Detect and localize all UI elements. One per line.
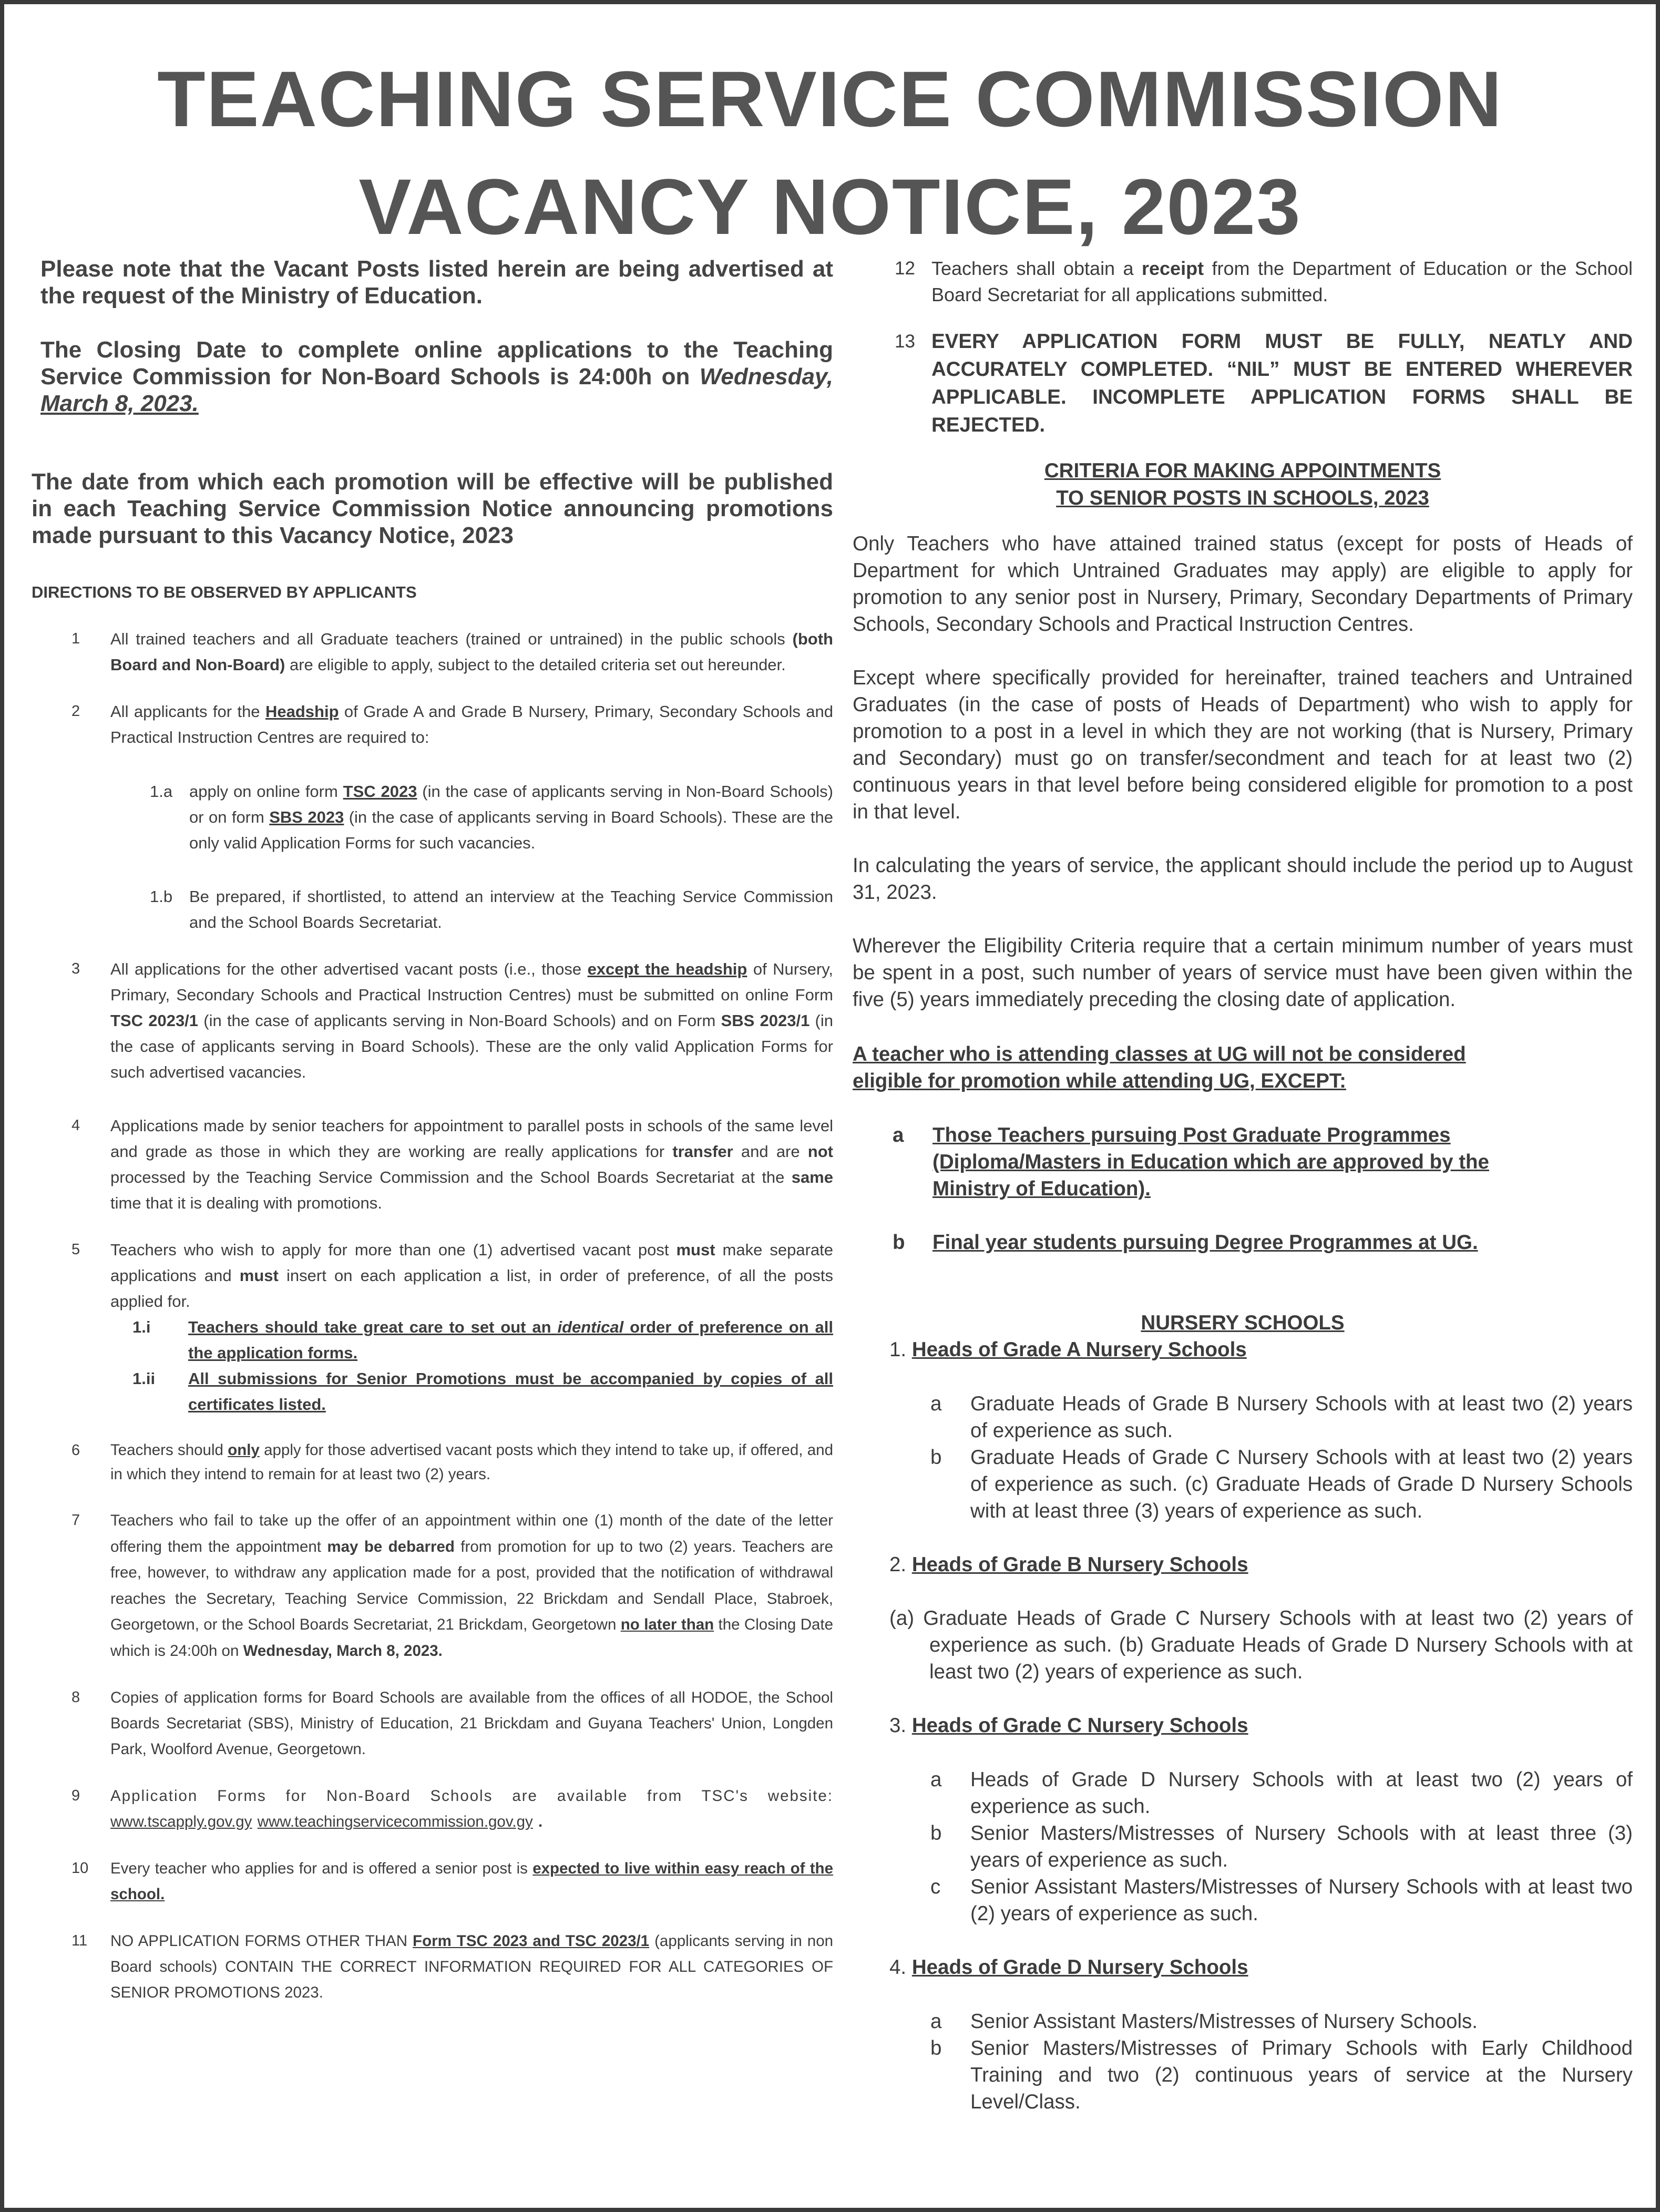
direction-item-1ii: 1.ii All submissions for Senior Promotions must be accompanied by copies of all certificates listed.	[132, 1369, 833, 1414]
direction-item-3: 3 All applications for the other advertised vacant posts (i.e., those except the headship of Nursery, Primary, Secondary Schools and Practical Instruction Centres) must be submitted on online Form TSC 2023/1 (in the case of applicants serving in Non-Board Schools) and on Form SBS 2023/1 (in the case of applicants serving in Board Schools). These are the only valid Application Forms for such advertised vacancies.	[71, 960, 833, 1081]
direction-item-8: 8 Copies of application forms for Board Schools are available from the offices of all HODOE, the School Boards Secretariat (SBS), Ministry of Education, 21 Brickdam and Guyana Teachers' Union, Longden Park, Woolford Avenue, Georgetown.	[71, 1689, 833, 1758]
nursery-section-4-title: 4. Heads of Grade D Nursery Schools	[889, 1956, 1248, 1979]
intro-advertised: Please note that the Vacant Posts listed herein are being advertised at the request of the Ministry of Education.	[40, 256, 833, 309]
direction-item-1b: 1.b Be prepared, if shortlisted, to attend an interview at the Teaching Service Commission and the School Boards Secretariat.	[150, 887, 833, 931]
directions-heading: DIRECTIONS TO BE OBSERVED BY APPLICANTS	[32, 583, 417, 601]
direction-item-1i: 1.i Teachers should take great care to set out an identical order of preference on all the application forms.	[132, 1318, 833, 1362]
ug-exception-b: b Final year students pursuing Degree Programmes at UG.	[893, 1231, 1478, 1254]
closing-date: March 8, 2023.	[40, 391, 199, 416]
direction-item-1a: 1.a apply on online form TSC 2023 (in the case of applicants serving in Non-Board Schools) or on form SBS 2023 (in the case of applicants serving in Board Schools). These are the only valid Application Forms for such vacancies.	[150, 782, 833, 852]
nursery-section-3-title: 3. Heads of Grade C Nursery Schools	[889, 1714, 1248, 1737]
criteria-paragraph-1: Only Teachers who have attained trained status (except for posts of Heads of Department for which Untrained Graduates may apply) are eligible to apply for promotion to any senior post in Nursery, Primary, Secondary Departments of Primary Schools, Secondary Schools and Practical Instruction Centres.	[853, 532, 1633, 636]
nursery-3b: b Senior Masters/Mistresses of Nursery Schools with at least three (3) years of experience as such.	[930, 1822, 1633, 1871]
intro-effective-date: The date from which each promotion will be effective will be published in each Teaching Service Commission Notice announcing promotions made pursuant to this Vacancy Notice, 2023	[32, 469, 833, 548]
notice-title	[4, 45, 1656, 261]
direction-item-13: 13 EVERY APPLICATION FORM MUST BE FULLY, NEATLY AND ACCURATELY COMPLETED. “NIL” MUST BE ENTERED WHEREVER APPLICABLE. INCOMPLETE APPLICATION FORMS SHALL BE REJECTED.	[895, 330, 1633, 436]
criteria-heading: CRITERIA FOR MAKING APPOINTMENTS TO SENIOR POSTS IN SCHOOLS, 2023	[1044, 459, 1441, 509]
direction-item-7: 7 Teachers who fail to take up the offer of an appointment within one (1) month of the date of the letter offering them the appointment may be debarred from promotion for up to two (2) years. Teachers are free, however, to withdraw any application made for a post, provided that the notification of withdrawal reaches the Secretary, Teaching Service Commission, 22 Brickdam and Sendall Place, Stabroek, Georgetown, or the School Boards Secretariat, 21 Brickdam, Georgetown no later than the Closing Date which is 24:00h on Wednesday, March 8, 2023.	[71, 1512, 834, 1660]
tsc-website-link[interactable]: www.teachingservicecommission.gov.gy	[257, 1813, 533, 1830]
nursery-4b: b Senior Masters/Mistresses of Primary Schools with Early Childhood Training and two (2) continuous years of service at the Nursery Level/Class.	[930, 2037, 1633, 2113]
direction-item-2: 2 All applicants for the Headship of Grade A and Grade B Nursery, Primary, Secondary Schools and Practical Instruction Centres are required to:	[71, 702, 833, 746]
criteria-paragraph-3: In calculating the years of service, the applicant should include the period up to August 31, 2023.	[853, 854, 1633, 904]
tscapply-link[interactable]: www.tscapply.gov.gy	[110, 1813, 252, 1830]
nursery-1b: b Graduate Heads of Grade C Nursery Schools with at least two (2) years of experience as such. (c) Graduate Heads of Grade D Nursery Schools with at least three (3) years of experience as such.	[930, 1446, 1633, 1522]
left-column	[32, 255, 833, 2005]
nursery-heading: NURSERY SCHOOLS	[1141, 1312, 1345, 1334]
nursery-3a: a Heads of Grade D Nursery Schools with at least two (2) years of experience as such.	[930, 1768, 1633, 1818]
direction-item-10: 10 Every teacher who applies for and is offered a senior post is expected to live within easy reach of the school.	[71, 1860, 833, 1903]
nursery-3c: c Senior Assistant Masters/Mistresses of Nursery Schools with at least two (2) years of experience as such.	[930, 1876, 1633, 1925]
direction-item-9: 9 Application Forms for Non-Board Schools are available from TSC's website: www.tscapply.gov.gy www.teachingservicecommission.gov.gy .	[71, 1787, 833, 1830]
nursery-section-1-title: 1. Heads of Grade A Nursery Schools	[889, 1338, 1247, 1361]
title-line-2: VACANCY NOTICE, 2023	[358, 162, 1302, 251]
direction-item-11: 11 NO APPLICATION FORMS OTHER THAN Form TSC 2023 and TSC 2023/1 (applicants serving in non Board schools) CONTAIN THE CORRECT INFORMATION REQUIRED FOR ALL CATEGORIES OF SENIOR PROMOTIONS 2023.	[71, 1932, 834, 2001]
title-line-1: TEACHING SERVICE COMMISSION	[157, 55, 1503, 143]
criteria-paragraph-4: Wherever the Eligibility Criteria require that a certain minimum number of years must be spent in a post, such number of years of service must have been given within the five (5) years immediately preceding the closing date of application.	[853, 935, 1633, 1011]
criteria-paragraph-2: Except where specifically provided for hereinafter, trained teachers and Untrained Graduates (in the case of posts of Heads of Department) who wish to apply for promotion to a post in a level in which they are not working (that is Nursery, Primary and Secondary) must go on transfer/secondment and teach for at least two (2) continuous years in that level before being considered eligible for promotion to a post in that level.	[853, 667, 1633, 823]
nursery-section-2-title: 2. Heads of Grade B Nursery Schools	[889, 1553, 1248, 1576]
ug-exception-a: a Those Teachers pursuing Post Graduate Programmes (Diploma/Masters in Education which are approved by the Ministry of Education).	[893, 1124, 1489, 1200]
direction-item-12: 12 Teachers shall obtain a receipt from the Department of Education or the School Board Secretariat for all applications submitted.	[895, 258, 1633, 305]
direction-item-1: 1 All trained teachers and all Graduate teachers (trained or untrained) in the public schools (both Board and Non-Board) are eligible to apply, subject to the detailed criteria set out hereunder.	[71, 630, 833, 674]
nursery-1a: a Graduate Heads of Grade B Nursery Schools with at least two (2) years of experience as such.	[930, 1392, 1633, 1442]
ug-exception-heading: A teacher who is attending classes at UG will not be considered eligible for promotion while attending UG, EXCEPT:	[853, 1043, 1466, 1092]
nursery-4a: a Senior Assistant Masters/Mistresses of Nursery Schools.	[930, 2010, 1478, 2033]
right-column	[853, 255, 1633, 2115]
intro-closing-date: The Closing Date to complete online applications to the Teaching Service Commission for Non-Board Schools is 24:00h on Wednesday, March 8, 2023.	[40, 337, 833, 416]
direction-item-4: 4 Applications made by senior teachers for appointment to parallel posts in schools of the same level and grade as those in which they are working are really applications for transfer and are not processed by the Teaching Service Commission and the School Boards Secretariat at the same time that it is dealing with promotions.	[71, 1117, 833, 1212]
direction-item-5: 5 Teachers who wish to apply for more than one (1) advertised vacant post must make separate applications and must insert on each application a list, in order of preference, of all the posts applied for.	[71, 1241, 833, 1310]
direction-item-6: 6 Teachers should only apply for those advertised vacant posts which they intend to take up, if offered, and in which they intend to remain for at least two (2) years.	[71, 1441, 833, 1483]
nursery-2-text: (a) Graduate Heads of Grade C Nursery Schools with at least two (2) years of experience as such. (b) Graduate Heads of Grade D Nursery Schools with at least two (2) years of experience as such.	[889, 1607, 1633, 1683]
